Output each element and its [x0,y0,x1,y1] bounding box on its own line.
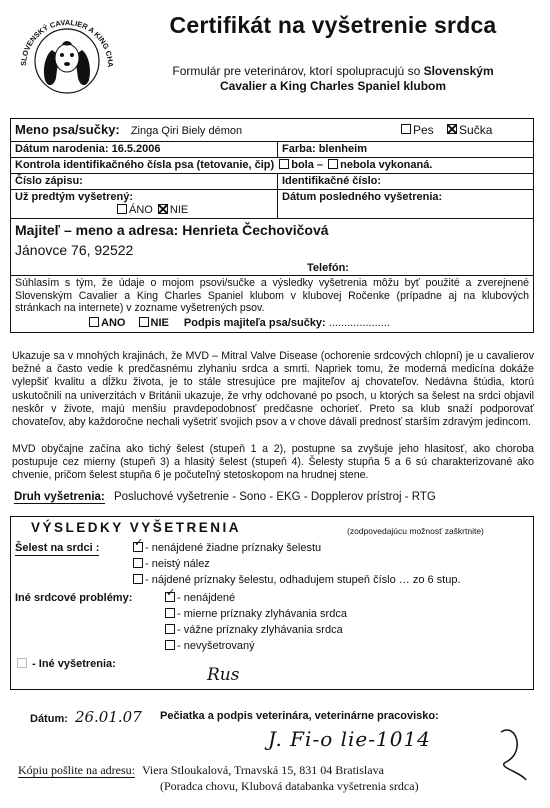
murmur-opt2-checkbox[interactable] [133,558,143,568]
color-value[interactable]: blenheim [318,143,367,155]
murmur-label: Šelest na srdci : [15,542,100,554]
date-value[interactable]: 26.01.07 [74,708,142,726]
other-opt3: - vážne príznaky zlyhávania srdca [177,624,343,636]
dob-value[interactable]: 16.5.2006 [111,143,161,155]
id-check-label: Kontrola identifikačného čísla psa (tetovanie, čip) [15,159,275,171]
prev-exam-ano-checkbox[interactable] [117,204,127,214]
logo-text: SLOVENSKÝ CAVALIER A KING CHA [18,17,116,68]
pes-checkbox[interactable] [401,124,411,134]
prev-exam-ano: ÁNO [129,204,153,216]
owner-name[interactable]: Henrieta Čechovičová [182,222,329,238]
consent-ano: ANO [101,316,126,329]
subtitle-text: Formulár pre veterinárov, ktorí spolupracujú so [172,64,424,78]
consent-nie-checkbox[interactable] [139,317,149,327]
owner-label: Majiteľ – meno a adresa: [15,222,179,238]
color-label: Farba: [282,143,316,155]
other-opt3-checkbox[interactable] [165,624,175,634]
exam-type-value: Posluchové vyšetrenie - Sono - EKG - Dopplerov prístroj - RTG [113,491,436,503]
send-label: Kópiu pošlite na adresu: [18,763,135,777]
dob-row [11,142,533,158]
signature-scribble [496,722,536,782]
consent-row [11,276,533,332]
date-label: Dátum: [30,713,68,725]
id-check-no: nebola vykonaná. [340,159,433,171]
send-line [18,763,384,778]
dog-name-label: Meno psa/sučky: [15,121,120,137]
consent-ano-checkbox[interactable] [89,317,99,327]
exam-type-label: Druh vyšetrenia: [14,491,105,503]
owner-address[interactable]: Jánovce 76, 92522 [15,242,134,258]
subtitle [128,64,538,94]
prev-exam-row [11,190,533,219]
other-opt2: - mierne príznaky zlyhávania srdca [177,608,347,620]
exam-type-line [14,491,436,503]
send-address: Viera Stloukalová, Trnavská 15, 831 04 Bratislava [141,763,384,777]
vet-signature: J. Fi-o lie-1014 [268,727,431,751]
prev-exam-nie-checkbox[interactable] [158,204,168,214]
id-check-yes: bola [291,159,314,171]
sucka-checkbox[interactable] [447,124,457,134]
murmur-opt1-checkbox[interactable] [133,542,143,552]
id-check-no-checkbox[interactable] [328,159,338,169]
murmur-opt3-checkbox[interactable] [133,574,143,584]
send-note: (Poradca chovu, Klubová databanka vyšetrenia srdca) [160,779,419,793]
sucka-label: Sučka [459,122,493,137]
owner-row [11,219,533,276]
stamp-label: Pečiatka a podpis veterinára, veterinárne pracovisko: [160,710,439,722]
id-check-row [11,158,533,174]
subtitle-bold: Slovenským [423,64,494,78]
results-hint: (zodpovedajúcu možnosť zaškrtnite) [347,526,484,536]
murmur-opt2: - neistý nález [145,558,210,570]
consent-text: Súhlasím s tým, že údaje o mojom psovi/sučke a výsledky vyšetrenia môžu byť použité a zverejnené Slovenským Cavalier a King Charles Spaniel klubom v klubovej Ročenke (prípadne aj na klubových stránkach na internete) v zozname vyšetrených psov. [15,277,529,315]
id-number-label: Identifikačné číslo: [282,175,382,187]
other-exams-label: - Iné vyšetrenia: [32,658,116,670]
owner-sig-dots: .................... [328,316,390,329]
dog-info-form [10,118,534,333]
owner-sig-label: Podpis majiteľa psa/sučky: [183,316,326,329]
dog-name-value[interactable]: Zinga Qiri Biely démon [130,124,243,137]
registration-label: Číslo zápisu: [11,174,278,189]
last-exam-label: Dátum posledného vyšetrenia: [282,191,443,203]
other-exams-value: Rus [207,665,240,685]
id-check-dash: – [316,159,324,171]
subtitle-club: Cavalier a King Charles Spaniel klubom [219,79,447,93]
results-heading: VÝSLEDKY VYŠETRENIA [31,520,242,535]
other-opt1: - nenájdené [177,592,236,604]
page-title: Certifikát na vyšetrenie srdca [169,12,497,38]
prev-exam-label: Už predtým vyšetrený: [15,191,133,203]
date-line [30,708,142,726]
consent-nie: NIE [150,316,169,329]
prev-exam-nie: NIE [169,204,189,216]
mvd-info-paragraph-2: MVD obyčajne začína ako tichý šelest (stupeň 1 a 2), postupne sa zvyšuje jeho hlasitosť, ako choroba postupuje cez mierny (stupeň 3) a hlasitý šelest (stupeň 4). Šelesty stupňa 5 a 6 sú charakterizované ako chvenie, pričom šelest stupňa 6 je počuteľný stetoskopom na hrudnej stene. [12,443,534,482]
other-opt1-checkbox[interactable] [165,592,175,602]
other-exams-checkbox[interactable] [17,658,27,668]
other-opt2-checkbox[interactable] [165,608,175,618]
murmur-opt1: - nenájdené žiadne príznaky šelestu [145,542,322,554]
dog-name-row [11,119,533,142]
results-box [10,516,534,690]
pes-label: Pes [413,122,434,137]
id-check-yes-checkbox[interactable] [279,159,289,169]
murmur-opt3: - nájdené príznaky šelestu, odhadujem stupeň číslo … zo 6 stup. [145,574,461,586]
other-label: Iné srdcové problémy: [15,592,133,604]
registration-row [11,174,533,190]
other-opt4-checkbox[interactable] [165,640,175,650]
other-opt4: - nevyšetrovaný [177,640,255,652]
club-logo [12,6,122,104]
phone-label: Telefón: [307,262,349,274]
dob-label: Dátum narodenia: [15,143,109,155]
mvd-info-paragraph: Ukazuje sa v mnohých krajinách, že MVD – Mitral Valve Disease (ochorenie srdcových chlopní) je u cavalierov bežné a často vedie k predčasnému zlyhaniu srdca a smrti. Napriek tomu, že moderná medicína dokáže vylepšiť kvalitu a dĺžku života, je to stále stresujúce pre majiteľov aj chovateľov. Nedávna štúdia, ktorú uskutočnili na univerzitách v Británii ukazuje, že vrhy odchované po psoch, u ktorých sa šelest na srdci objavil neskôr v živote, majú menšiu pravdepodobnosť predčasne ochorieť. Preto sa klub snaží podporovať chovateľov, aby každoročne nechali vyšetriť svojich psov a v chove dávali prednosť starším zdravým jedincom. [12,350,534,429]
